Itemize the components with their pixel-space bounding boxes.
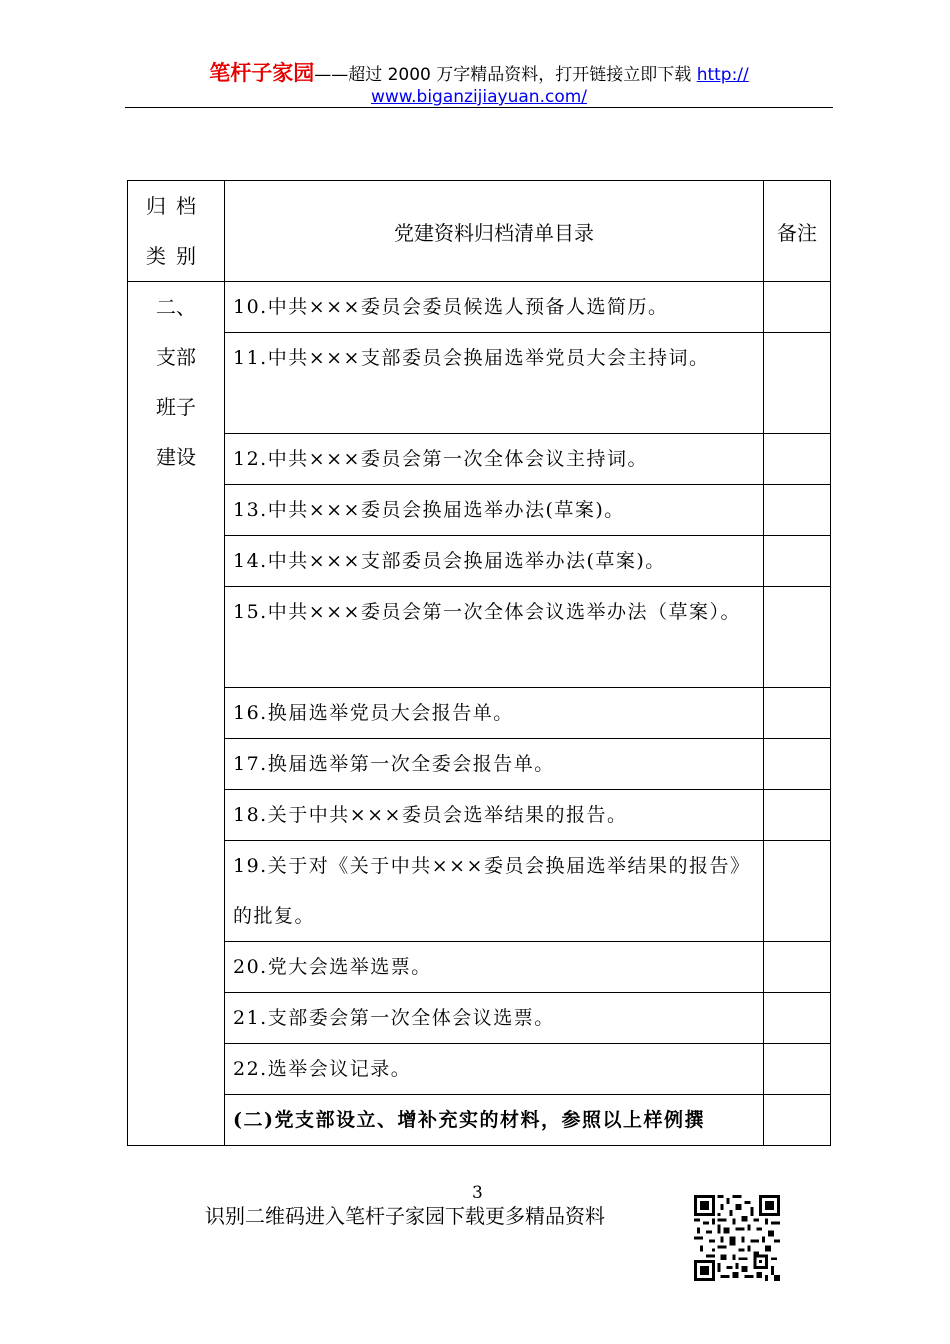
table-row xyxy=(128,942,831,993)
item-text: 22.选举会议记录。 xyxy=(225,1044,764,1095)
table-row xyxy=(128,333,831,434)
table-row xyxy=(128,1044,831,1095)
note-cell xyxy=(764,993,831,1044)
header-category xyxy=(128,181,225,282)
note-cell xyxy=(764,434,831,485)
page-header xyxy=(125,62,833,108)
site-link-part1[interactable]: http:// xyxy=(696,65,749,85)
item-text: 18.关于中共×××委员会选举结果的报告。 xyxy=(225,790,764,841)
header-title: 党建资料归档清单目录 xyxy=(225,181,764,282)
header-divider xyxy=(125,107,833,108)
brand-name: 笔杆子家园 xyxy=(209,61,315,85)
site-link-part2[interactable]: www.biganzijiayuan.com/ xyxy=(370,87,588,107)
note-cell xyxy=(764,942,831,993)
header-category-line2: 类别 xyxy=(146,244,206,268)
table-row xyxy=(128,993,831,1044)
header-note: 备注 xyxy=(764,181,831,282)
header-category-line1: 归档 xyxy=(146,194,206,218)
note-cell xyxy=(764,841,831,942)
item-text: 10.中共×××委员会委员候选人预备人选简历。 xyxy=(225,282,764,333)
note-cell xyxy=(764,688,831,739)
table-row xyxy=(128,790,831,841)
note-cell xyxy=(764,587,831,688)
table-row xyxy=(128,536,831,587)
item-text: 21.支部委会第一次全体会议选票。 xyxy=(225,993,764,1044)
qr-code-icon[interactable] xyxy=(694,1195,780,1281)
item-text-bold: (二)党支部设立、增补充实的材料，参照以上样例撰 xyxy=(225,1095,764,1146)
item-text: 20.党大会选举选票。 xyxy=(225,942,764,993)
table-row xyxy=(128,841,831,942)
category-line: 二、 xyxy=(156,295,196,319)
note-cell xyxy=(764,536,831,587)
table-row xyxy=(128,485,831,536)
item-text: 11.中共×××支部委员会换届选举党员大会主持词。 xyxy=(225,333,764,434)
category-line: 建设 xyxy=(156,445,196,469)
table-header-row xyxy=(128,181,831,282)
header-tagline: ——超过 2000 万字精品资料，打开链接立即下载 xyxy=(314,65,692,85)
archive-table xyxy=(127,180,831,1146)
note-cell xyxy=(764,739,831,790)
table-row xyxy=(128,587,831,688)
note-cell xyxy=(764,1044,831,1095)
table-row xyxy=(128,282,831,333)
item-text: 16.换届选举党员大会报告单。 xyxy=(225,688,764,739)
table-row xyxy=(128,688,831,739)
item-text: 12.中共×××委员会第一次全体会议主持词。 xyxy=(225,434,764,485)
table-row xyxy=(128,739,831,790)
page-number: 3 xyxy=(472,1183,483,1203)
note-cell xyxy=(764,1095,831,1146)
category-line: 班子 xyxy=(156,395,196,419)
note-cell xyxy=(764,485,831,536)
item-text: 15.中共×××委员会第一次全体会议选举办法（草案）。 xyxy=(225,587,764,688)
note-cell xyxy=(764,790,831,841)
table-row xyxy=(128,434,831,485)
note-cell xyxy=(764,282,831,333)
item-text: 17.换届选举第一次全委会报告单。 xyxy=(225,739,764,790)
category-cell xyxy=(128,282,225,1146)
note-cell xyxy=(764,333,831,434)
table-row xyxy=(128,1095,831,1146)
item-text: 19.关于对《关于中共×××委员会换届选举结果的报告》的批复。 xyxy=(225,841,764,942)
category-line: 支部 xyxy=(156,345,196,369)
item-text: 13.中共×××委员会换届选举办法(草案)。 xyxy=(225,485,764,536)
footer-text: 识别二维码进入笔杆子家园下载更多精品资料 xyxy=(205,1204,605,1228)
item-text: 14.中共×××支部委员会换届选举办法(草案)。 xyxy=(225,536,764,587)
